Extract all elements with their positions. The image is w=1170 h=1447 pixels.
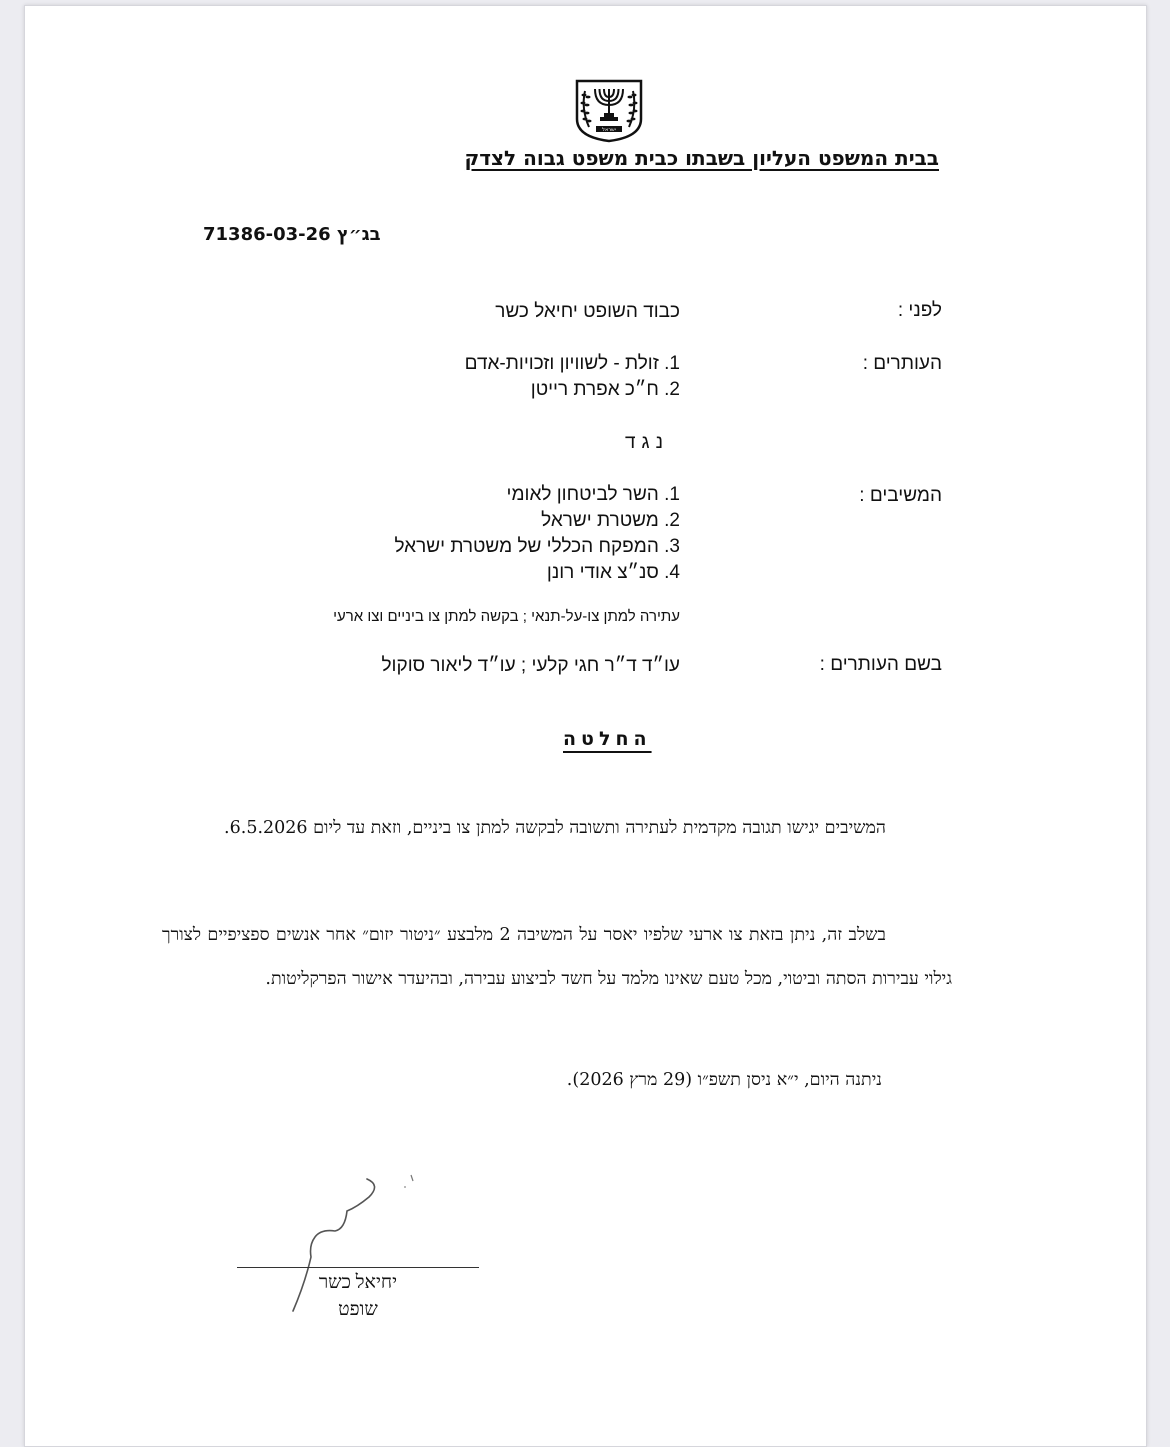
document-page (24, 5, 1147, 1447)
respondent-item: 1. השר לביטחון לאומי (506, 484, 680, 505)
court-title: בבית המשפט העליון בשבתו כבית משפט גבוה לצדק (464, 146, 939, 170)
petitioners-label: העותרים : (862, 353, 942, 374)
respondent-item: 4. סנ״צ אודי רונן (546, 562, 680, 583)
svg-text:ישראל: ישראל (602, 127, 616, 133)
state-emblem-icon (573, 79, 645, 143)
respondents-label: המשיבים : (859, 485, 942, 506)
decision-paragraph-1: המשיבים יגישו תגובה מקדמית לעתירה ותשובה לבקשה למתן צו ביניים, וזאת עד ליום 6.5.2026. (224, 818, 886, 838)
given-date: ניתנה היום, י״א ניסן תשפ״ו (29 מרץ 2026). (566, 1070, 882, 1090)
petitioner-item: 2. ח״כ אפרת רייטן (530, 379, 680, 400)
case-number: בג״ץ 71386-03-26 (203, 224, 381, 245)
respondent-item: 3. המפקח הכללי של משטרת ישראל (394, 536, 680, 557)
decision-paragraph-2: בשלב זה, ניתן בזאת צו ארעי שלפיו יאסר על המשיבה 2 מלבצע ״ניטור יזום״ אחר אנשים ספציפיים לצורך גילוי עבירות הסתה וביטוי, מכל טעם שאינו מלמד על חשד לביצוע עבירה, ובהיעדר אישור הפרקליטות. (162, 925, 952, 989)
petition-type: עתירה למתן צו-על-תנאי ; בקשה למתן צו ביניים וצו ארעי (333, 608, 680, 625)
judge-name: יחיאל כשר (318, 1272, 398, 1293)
petitioner-item: 1. זולת - לשוויון וזכויות-אדם (464, 353, 680, 374)
decision-heading: החלטה (563, 728, 652, 750)
signature-line (237, 1267, 479, 1268)
respondent-item: 2. משטרת ישראל (541, 510, 680, 531)
judge-title: שופט (338, 1299, 378, 1320)
before-value: כבוד השופט יחיאל כשר (495, 301, 680, 322)
versus-label: נגד (625, 432, 669, 453)
before-label: לפני : (897, 300, 942, 321)
respondents-list (394, 482, 680, 586)
counsel-value: עו״ד ד״ר חגי קלעי ; עו״ד ליאור סוקול (381, 655, 680, 676)
counsel-label: בשם העותרים : (819, 654, 942, 675)
petitioners-list (465, 351, 680, 403)
